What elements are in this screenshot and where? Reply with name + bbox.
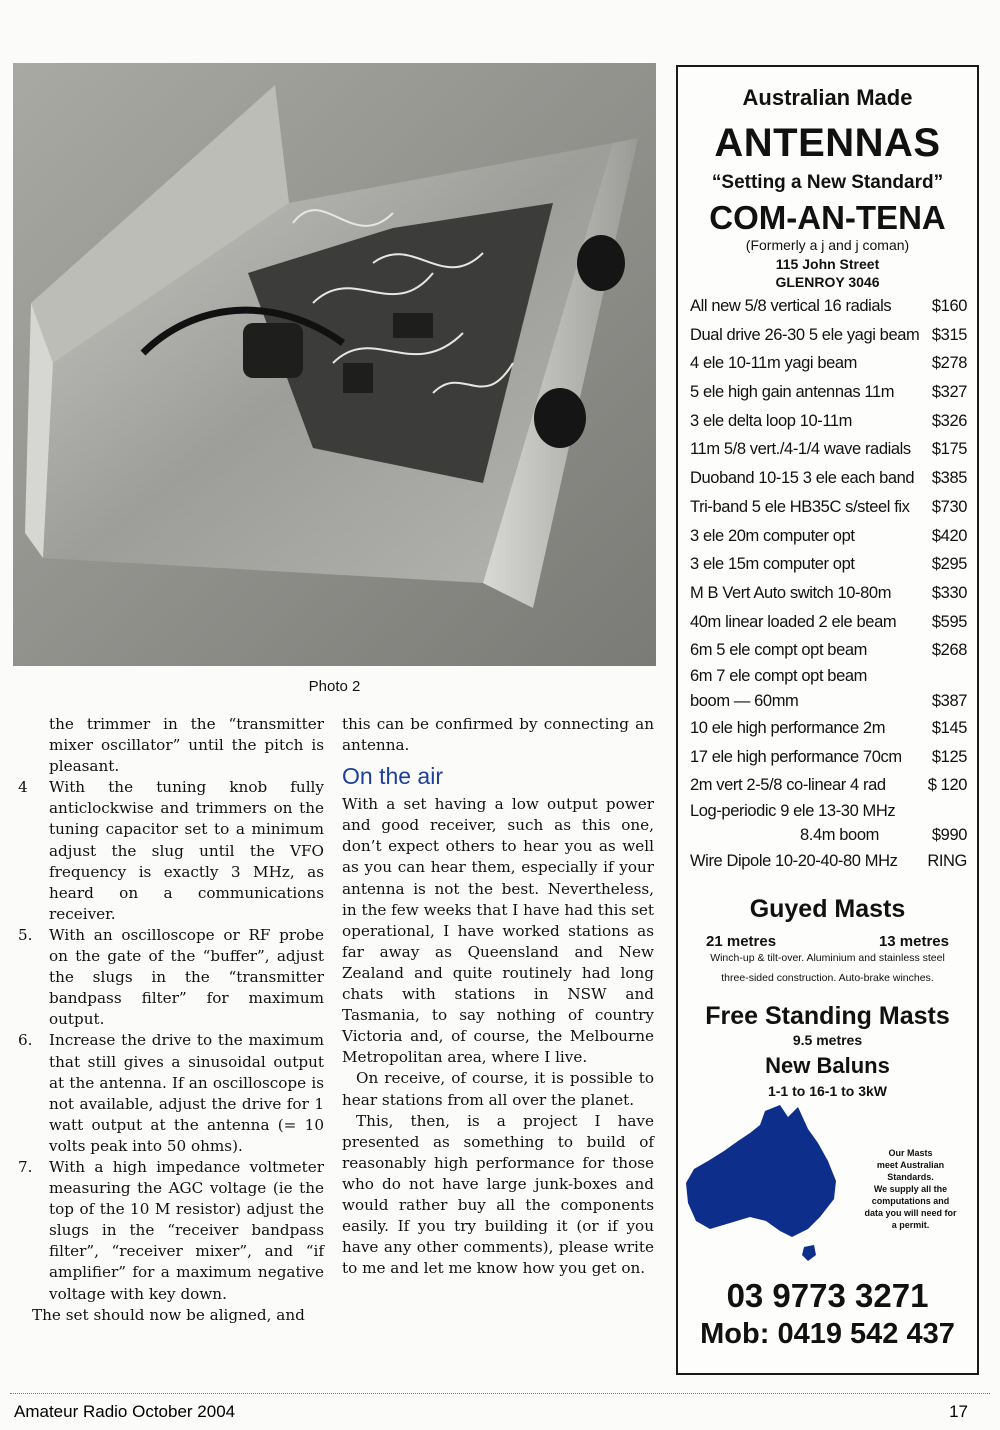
guyed-height-a: 21 metres xyxy=(706,933,777,950)
price-row xyxy=(690,743,967,772)
price-value: $387 xyxy=(931,691,967,710)
free-standing-title: Free Standing Masts xyxy=(705,1002,950,1030)
price-value: $160 xyxy=(931,297,967,315)
price-row xyxy=(690,321,967,350)
article-column-2 xyxy=(342,714,654,1279)
price-row xyxy=(690,714,967,743)
price-row xyxy=(690,800,967,847)
footer-rule xyxy=(10,1393,990,1394)
ad-formerly: (Formerly a j and j coman) xyxy=(745,237,910,253)
baluns-title: New Baluns xyxy=(765,1053,890,1078)
closing-text: The set should now be aligned, and xyxy=(32,1305,305,1324)
note-line: Standards. xyxy=(887,1172,934,1182)
price-value: $315 xyxy=(931,325,967,344)
continued-text: this can be confirmed by connecting an antenna. xyxy=(342,715,654,755)
price-value: $327 xyxy=(931,383,967,402)
price-item: 10 ele high performance 2m xyxy=(690,718,886,737)
step-number: 7. xyxy=(18,1157,33,1176)
step-text: With the tuning knob fully anticlockwise and trimmers on the tuning capacitor set to a minimum adjust the slug until the VFO frequency is exactly 3 MHz, as heard on a communications receiver. xyxy=(49,778,324,923)
step-number: 4 xyxy=(18,778,28,797)
ad-headline: ANTENNAS xyxy=(714,121,941,165)
price-item: Duoband 10-15 3 ele each band xyxy=(690,469,915,488)
price-value: $730 xyxy=(931,497,967,516)
price-row xyxy=(690,378,967,407)
step-item xyxy=(18,777,324,925)
price-value: $125 xyxy=(931,747,967,766)
price-item: Log-periodic 9 ele 13-30 MHz xyxy=(690,802,896,820)
price-item: 6m 7 ele compt opt beam xyxy=(690,666,867,685)
price-row xyxy=(690,608,967,637)
note-line: computations and xyxy=(871,1196,950,1206)
price-value: $385 xyxy=(931,469,967,488)
paragraph: With a set having a low output power and good receiver, such as this one, don’t expect others to hear you as well as you can hear them, especially if your antenna is not the best. Nevertheless, in the few weeks that I have had this set operational, I have worked stations as far away as Queensland and New Zealand and quite routinely had long chats with stations in NSW and Tasmania, to say nothing of country Victoria and, of course, the Melbourne Metropolitan area, where I live. xyxy=(342,795,654,1067)
price-row xyxy=(690,579,967,608)
price-list xyxy=(690,292,967,876)
note-line: We supply all the xyxy=(873,1184,948,1194)
price-item: 3 ele delta loop 10-11m xyxy=(690,411,853,430)
price-value: $420 xyxy=(931,526,967,545)
guyed-masts-title: Guyed Masts xyxy=(749,895,906,923)
price-value: RING xyxy=(927,852,967,870)
price-value: $330 xyxy=(931,583,967,602)
ad-brand: COM-AN-TENA xyxy=(709,199,946,236)
price-row xyxy=(690,771,967,800)
price-item: 40m linear loaded 2 ele beam xyxy=(690,612,897,631)
note-line: a permit. xyxy=(891,1220,930,1230)
price-item: 3 ele 15m computer opt xyxy=(690,555,855,574)
price-item: 11m 5/8 vert./4-1/4 wave radials xyxy=(690,440,911,459)
price-item: 6m 5 ele compt opt beam xyxy=(690,641,867,660)
price-value: $990 xyxy=(931,826,967,844)
price-row xyxy=(690,493,967,522)
ad-line-1: Australian Made xyxy=(742,85,913,110)
guyed-height-b: 13 metres xyxy=(878,933,949,950)
price-row xyxy=(690,464,967,493)
article-column-1 xyxy=(18,714,324,1326)
price-value: $595 xyxy=(931,612,967,631)
baluns-spec: 1-1 to 16-1 to 3kW xyxy=(767,1083,888,1099)
price-item: 17 ele high performance 70cm xyxy=(690,747,902,766)
paragraph: This, then, is a project I have presented as something to build of reasonably high performance for those who do not have large junk-boxes and would rather buy all the components easily. If you try building it (or if you have any other comments), please write to me and let me know how you get on. xyxy=(342,1111,654,1278)
section-heading: On the air xyxy=(342,763,443,790)
price-row xyxy=(690,550,967,579)
ad-tagline: “Setting a New Standard” xyxy=(711,172,944,193)
guyed-description: three-sided construction. Auto-brake winches. xyxy=(721,972,934,984)
price-item: Wire Dipole 10-20-40-80 MHz xyxy=(690,852,898,870)
ad-mobile: Mob: 0419 542 437 xyxy=(700,1318,955,1350)
price-item: 3 ele 20m computer opt xyxy=(690,526,855,545)
price-value: $295 xyxy=(931,555,967,574)
step-text: With an oscilloscope or RF probe on the gate of the “buffer”, adjust the slugs in the “transmitter bandpass filter” for maximum output. xyxy=(49,925,324,1029)
paragraph: On receive, of course, it is possible to hear stations from all over the planet. xyxy=(342,1069,654,1109)
step-number: 5. xyxy=(18,925,33,944)
free-standing-height: 9.5 metres xyxy=(792,1032,863,1048)
price-row xyxy=(690,636,967,665)
price-row xyxy=(690,522,967,551)
price-item: 4 ele 10-11m yagi beam xyxy=(690,354,857,373)
ad-city: GLENROY 3046 xyxy=(775,274,880,290)
note-line: data you will need for xyxy=(864,1208,957,1218)
price-row xyxy=(690,407,967,436)
chassis-photo xyxy=(13,63,656,666)
ad-street: 115 John Street xyxy=(775,256,880,272)
price-value: $145 xyxy=(931,718,967,737)
step-item xyxy=(18,925,324,1030)
photo-caption: Photo 2 xyxy=(308,678,361,695)
price-item: M B Vert Auto switch 10-80m xyxy=(690,583,892,602)
page-number: 17 xyxy=(949,1402,968,1421)
step-text: Increase the drive to the maximum that still gives a sinusoidal output at the antenna. If an oscilloscope is not available, adjust the drive for 1 watt output at the antenna (= 10 volts peak into 50 ohms). xyxy=(49,1031,324,1155)
antenna-advertisement xyxy=(676,65,979,1375)
masts-standards-note xyxy=(848,1147,973,1231)
footer-publication: Amateur Radio October 2004 xyxy=(14,1402,236,1421)
note-line: Our Masts xyxy=(888,1148,933,1158)
price-row xyxy=(690,349,967,378)
price-item-detail: boom — 60mm xyxy=(690,691,799,710)
price-item: 5 ele high gain antennas 11m xyxy=(690,383,895,402)
price-row xyxy=(690,292,967,321)
price-row xyxy=(690,665,967,714)
step-text: With a high impedance voltmeter measuring the AGC voltage (ie the top of the 10 M resistor) adjust the slugs in the “receiver bandpass filter”, “receiver mixer”, and “if amplifier” for a maximum negative voltage with key down. xyxy=(49,1157,324,1303)
guyed-description: Winch-up & tilt-over. Aluminium and stainless steel xyxy=(710,952,945,964)
step-item xyxy=(18,1030,324,1157)
price-row xyxy=(690,847,967,876)
step-number: 6. xyxy=(18,1031,33,1050)
price-value: $175 xyxy=(931,440,967,459)
note-line: meet Australian xyxy=(876,1160,945,1170)
price-value: $268 xyxy=(931,641,967,660)
price-item-detail: 8.4m boom xyxy=(800,826,879,844)
price-item: Dual drive 26-30 5 ele yagi beam xyxy=(690,325,920,344)
price-value: $ 120 xyxy=(927,776,967,795)
price-row xyxy=(690,435,967,464)
price-item: Tri-band 5 ele HB35C s/steel fix xyxy=(690,497,910,516)
continued-step-text: the trimmer in the “transmitter mixer oscillator” until the pitch is pleasant. xyxy=(49,715,324,776)
price-item: 2m vert 2-5/8 co-linear 4 rad xyxy=(690,776,886,795)
price-item: All new 5/8 vertical 16 radials xyxy=(690,297,892,315)
ad-phone: 03 9773 3271 xyxy=(726,1277,929,1314)
price-value: $278 xyxy=(931,354,967,373)
step-item xyxy=(18,1157,324,1305)
price-value: $326 xyxy=(931,411,967,430)
